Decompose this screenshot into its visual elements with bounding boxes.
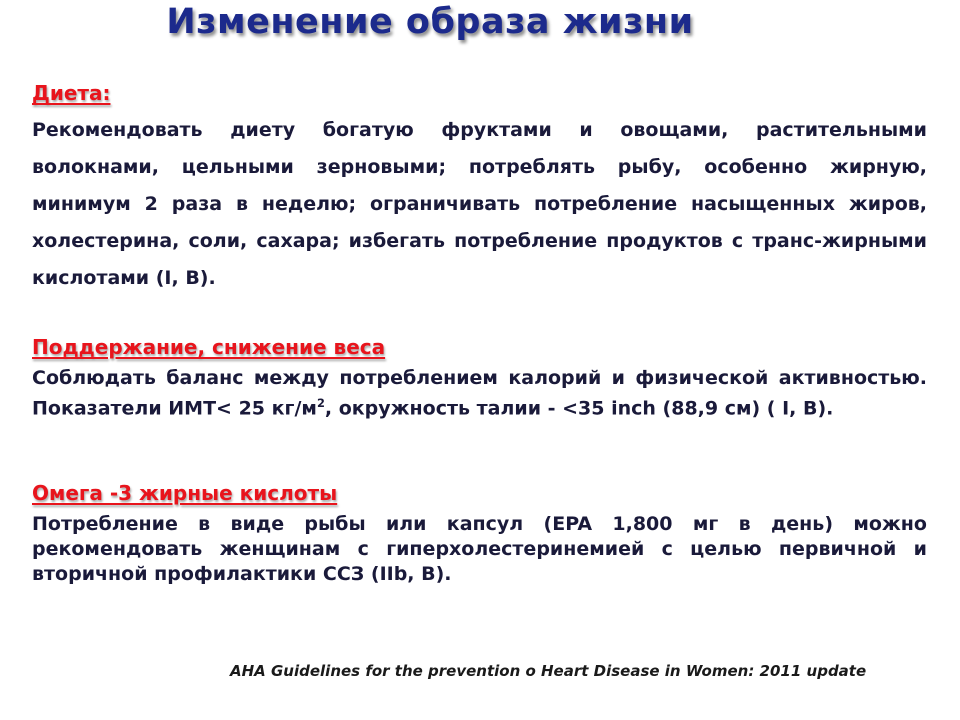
slide-title: Изменение образа жизни [166,2,694,42]
weight-body-part1: Соблюдать баланс между потреблением калорий и физической активностью. Показатели ИМТ< 25 кг/м [32,367,927,420]
omega-heading: Омега -3 жирные кислоты [32,481,338,505]
omega-section [32,480,927,587]
weight-body-sup: 2 [316,396,325,410]
weight-body [32,366,927,421]
diet-section [32,80,927,297]
weight-section [32,334,927,421]
source-citation: AHA Guidelines for the prevention o Heart Disease in Women: 2011 update [230,662,867,680]
weight-body-part2: , окружность талии - <35 inch (88,9 см) ( I, B). [324,397,834,420]
diet-heading: Диета: [32,81,111,105]
weight-heading: Поддержание, снижение веса [32,335,386,359]
omega-body: Потребление в виде рыбы или капсул (EPA 1,800 мг в день) можно рекомендовать женщинам с гиперхолестеринемией с целью первичной и вторичной профилактики ССЗ (IIb, B). [32,513,927,585]
diet-body: Рекомендовать диету богатую фруктами и овощами, растительными волокнами, цельными зерновыми; потреблять рыбу, особенно жирную, минимум 2 раза в неделю; ограничивать потребление насыщенных жиров, холестерина, соли, сахара; избегать потребление продуктов с транс-жирными кислотами (I, B). [32,119,927,289]
